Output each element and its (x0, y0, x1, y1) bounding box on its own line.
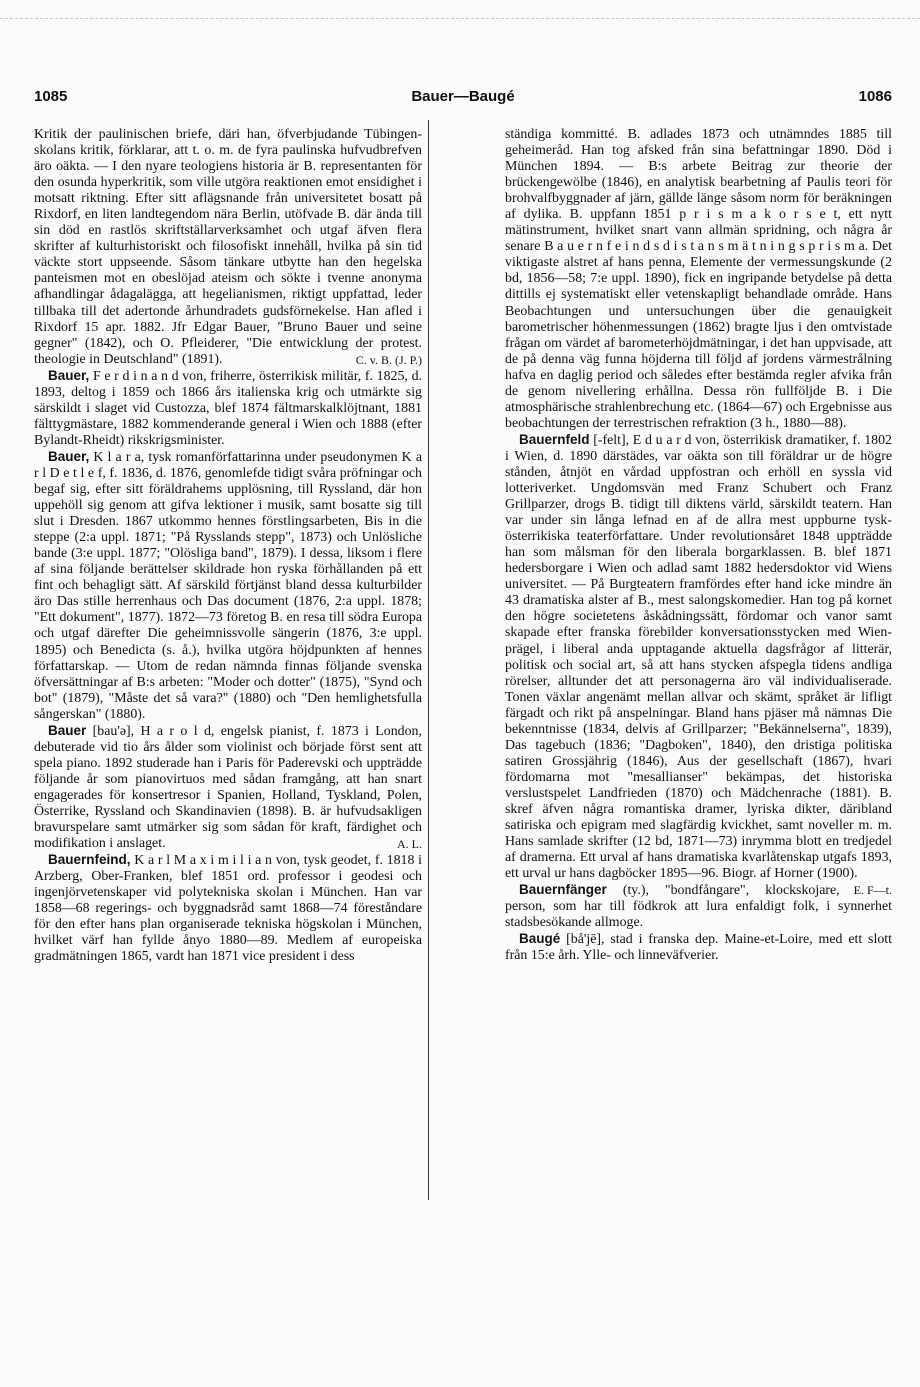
scan-edge-line (0, 18, 920, 19)
headword: Bauernfeind, (48, 852, 131, 868)
entry-bauge (505, 931, 892, 964)
running-title: Bauer—Baugé (411, 88, 515, 105)
page-header (34, 88, 892, 110)
author-signature: E. F—t. (853, 883, 892, 898)
headword: Bauer (48, 722, 87, 738)
entry-text: [bau'ə], H a r o l d, engelsk pianist, f. 1873 i London, debuterade vid tio års ålder som violinist och började först sent att spela piano. 1892 studerade han i Paris för Paderevski och uppträdde följande år som pianovirtuos med sådan framgång, att han snart engagerades för konsertresor i Spanien, Holland, Tyskland, Polen, Österrike, Ryssland och Skandinavien (1898). B. är hufvudsakligen bravurspelare samt utmärker sig som sådan för kraft, färdighet och modifikation i anslaget. (34, 723, 422, 852)
entry-bauer-klara (34, 449, 422, 723)
entry-text: [-felt], E d u a r d von, österrikisk dramatiker, f. 1802 i Wien, d. 1890 därstädes, var oäkta son till föräldrar ur de högre stånden, åtnjöt en vårdad uppfostran och erhöll en syssla vid lotteriverket. Ungdomsvän med Franz Schubert och Franz Grillparzer, drogs B. tidigt till diktens värld, särskildt teatern. Han var under sin långa lefnad en af de allra mest uppburne tysk-österrikiska teaterförfattare. Under revolutionsåret 1848 uppträdde han som målsman för den liberala borgarklassen. B. blef 1871 hedersborgare i Wien och adlad samt 1882 hedersdoktor vid Wiens universitet. — På Burgteatern framfördes efter hand icke mindre än 43 dramatiska alster af B., mest salongskomedier. Han tog på kornet den högre societetens åskådningssätt, fördomar och vanor samt skapade efter franska förebilder konversationsstycken med Wien-prägel, i liberal anda upptagande aktuella dagsfrågor af litterär, politisk och social art, så att hans stycken afspegla tidens andliga rörelser, alltunder det att personagerna äro väl individualiserade. Tonen växlar angenämt mellan allvar och skämt, språket är lifligt färgadt och rikt på anspelningar. Bland hans pjäser må nämnas Die bekenntnisse (1834, delvis af Grillparzer; "Bekännelserna", 1839), Das tagebuch (1836; "Dagboken", 1840), den dristiga politiska satiren Grossjährig (1846), Aus der gesellschaft (1867), hvari fördomarna mot "mesallianser" bekämpas, det historiska verslustspelet Landfrieden (1870) och Mädchenrache (1881). B. skref äfven några romantiska dramer, lyriska dikter, däribland satiriska och epigram med slagfärdig kvickhet, samt noveller m. m. Hans samlade skrifter (12 bd, 1871—73) inrymma blott en tredjedel af dramerna. Ett urval af hans dramatiska kvarlåtenskap utgafs 1893, ett urval ur hans dagböcker 1895—96. Biogr. af Horner (1900). (505, 432, 892, 882)
entry-bauernfeind-continued (505, 127, 892, 432)
entry-text: K a r l M a x i m i l i a n von, tysk geodet, f. 1818 i Arzberg, Ober-Franken, blef 1851 ord. professor i geodesi och ingenjörvetenskaper vid polytekniska skolan i München. Han var 1858—68 regerings- och byggnadsråd samt 1868—74 föreståndare för den efter hans plan organiserade tekniska högskolan i München, hvilket värf han fyllde ånyo 1880—89. Medlem af europeiska gradmätningen 1865, vardt han 1871 vice president i dess (34, 853, 422, 965)
entry-text: F e r d i n a n d von, friherre, österrikisk militär, f. 1825, d. 1893, deltog i 1859 och 1866 års italienska krig och utmärkte sig särskildt i slaget vid Custozza, blef 1874 fältmarskalklöjtnant, 1881 fälttygmästare, 1882 kommenderande general i Wien och 1888 (efter Bylandt-Rheidt) rikskrigsminister. (34, 368, 422, 448)
left-column (34, 127, 422, 965)
headword: Bauer, (48, 367, 90, 383)
entry-text: (ty.), "bondfångare", klockskojare, person, som har till födkrok att lura enfaldigt folk, i synnerhet stadsbesökande allmoge. (505, 883, 892, 931)
entry-bauernfanger (505, 882, 892, 931)
headword: Baugé (519, 931, 561, 947)
headword: Bauernfänger (519, 882, 607, 898)
entry-bauernfeind (34, 852, 422, 965)
right-column (505, 127, 892, 964)
entry-text: Kritik der paulinischen briefe, däri han, öfverbjudande Tübingen-skolans kritik, förklarar, att t. o. m. de fyra paulinska hufvudbrefven äro oäkta. — I den nyare teologiens historia är B. representanten för den osunda hyperkritik, som ville utgöra reaktionen emot ensidighet i motsatt riktning. Efter sitt aflägsnande från universitetet bosatt på Rixdorf, en liten landtegendom nära Berlin, utöfvade B. där ända till sin död en rastlös skriftställarverksamhet och utgaf äfven flera skrifter af kulturhistoriskt och filosofiskt innehåll, hvilka på sin tid väckte stort uppseende. Såsom tänkare utbytte han den hegelska panteismen mot en obeslöjad ateism och sökte i tvenne anonyma afhandlingar ådagalägga, att hegelianismen, riktigt uppfattad, leder tillbaka till det adertonde århundradets gudsförnekelse. Han afled i Rixdorf 15 apr. 1882. Jfr Edgar Bauer, "Bruno Bauer und seine gegner" (1842), och O. Pfleiderer, "Die entwicklung der protest. theologie in Deutschland" (1891). (34, 127, 422, 367)
column-rule (428, 120, 429, 1200)
page-number-right: 1086 (858, 88, 892, 105)
headword: Bauernfeld (519, 431, 590, 447)
headword: Bauer, (48, 448, 90, 464)
entry-bauer-harold (34, 723, 422, 852)
entry-bauer-bruno-continued (34, 127, 422, 368)
entry-text: [bå'jē], stad i franska dep. Maine-et-Loire, med ett slott från 15:e årh. Ylle- och linneväfverier. (505, 932, 892, 964)
entry-text: K l a r a, tysk romanförfattarinna under pseudonymen K a r l D e t l e f, f. 1836, d. 1876, genomlefde tidigt svåra pröfningar och begaf sig, efter sitt föräldrahems upplösning, till Ryssland, där hon uppehöll sig genom att gifva lektioner i musik, samt bosatte sig till slut i Dresden. 1867 utkommo hennes förstlingsarbeten, Bis in die steppe (2:a uppl. 1871; "På Rysslands stepp", 1873) och Unlösliche bande (3:e uppl. 1877; "Olösliga band", 1879). I dessa, liksom i flere af sina följande berättelser skildrade hon ryska förhållanden på ett fint och behagligt sätt. Af särskild förtjänst bland dessa kulturbilder äro Das stille herrenhaus och Das document (1876, 2:a uppl. 1878; "Ett dokument", 1877). 1872—73 företog B. en resa till södra Europa och utgaf därefter Die geheimnissvolle sängerin (1876, 3:e uppl. 1895) och Benedicta (s. å.), hvilka utgöra höjdpunkten af hennes författarskap. — Utom de redan nämnda finnas följande svenska öfversättningar af B:s arbeten: "Moder och dotter" (1875), "Synd och bot" (1879), "Måste det så vara?" (1880) och "Den hemlighetsfulla sångerskan" (1880). (34, 449, 422, 722)
entry-bauer-ferdinand (34, 368, 422, 449)
author-signature: A. L. (397, 837, 422, 852)
author-signature: C. v. B. (J. P.) (355, 352, 422, 367)
entry-text: ständiga kommitté. B. adlades 1873 och utnämndes 1885 till geheimeråd. Han tog afsked från sina befattningar 1890. Död i München 1894. — B:s arbete Beitrag zur theorie der brückengewölbe (1846), en analytisk bearbetning af Paulis teori för brohvalfbyggnader af järn, gällde länge såsom norm för beräkningen af dylika. B. uppfann 1851 p r i s m a k o r s e t, ett nytt mätinstrument, hvilket snart vann allmän spridning, och några år senare B a u e r n f e i n d s d i s t a n s m ä t n i n g s p r i s m a. Det viktigaste alstret af hans penna, Elemente der vermessungskunde (2 bd, 1856—58; 7:e uppl. 1890), fick en ingripande betydelse på detta dittills ej systematiskt eller vetenskapligt behandlade område. Hans Beobachtungen und untersuchungen über die genauigkeit barometrischer höhenmessungen (1862) bragte ljus i den omtvistade frågan om värdet af barometerhöjdmätningar, i det han uppvisade, att de på denna väg funna höjderna till följd af jordens värmestrålning hafva en daglig period och således efter bestämda regler afvika från de genom nivellering erhållna. Dessa rön fullföljde B. i Die atmosphärische strahlenbrechung etc. (1864—67) och Ergebnisse aus beobachtungen der terrestrischen refraktion (3 h., 1880—88). (505, 127, 892, 431)
page-number-left: 1085 (34, 88, 68, 105)
